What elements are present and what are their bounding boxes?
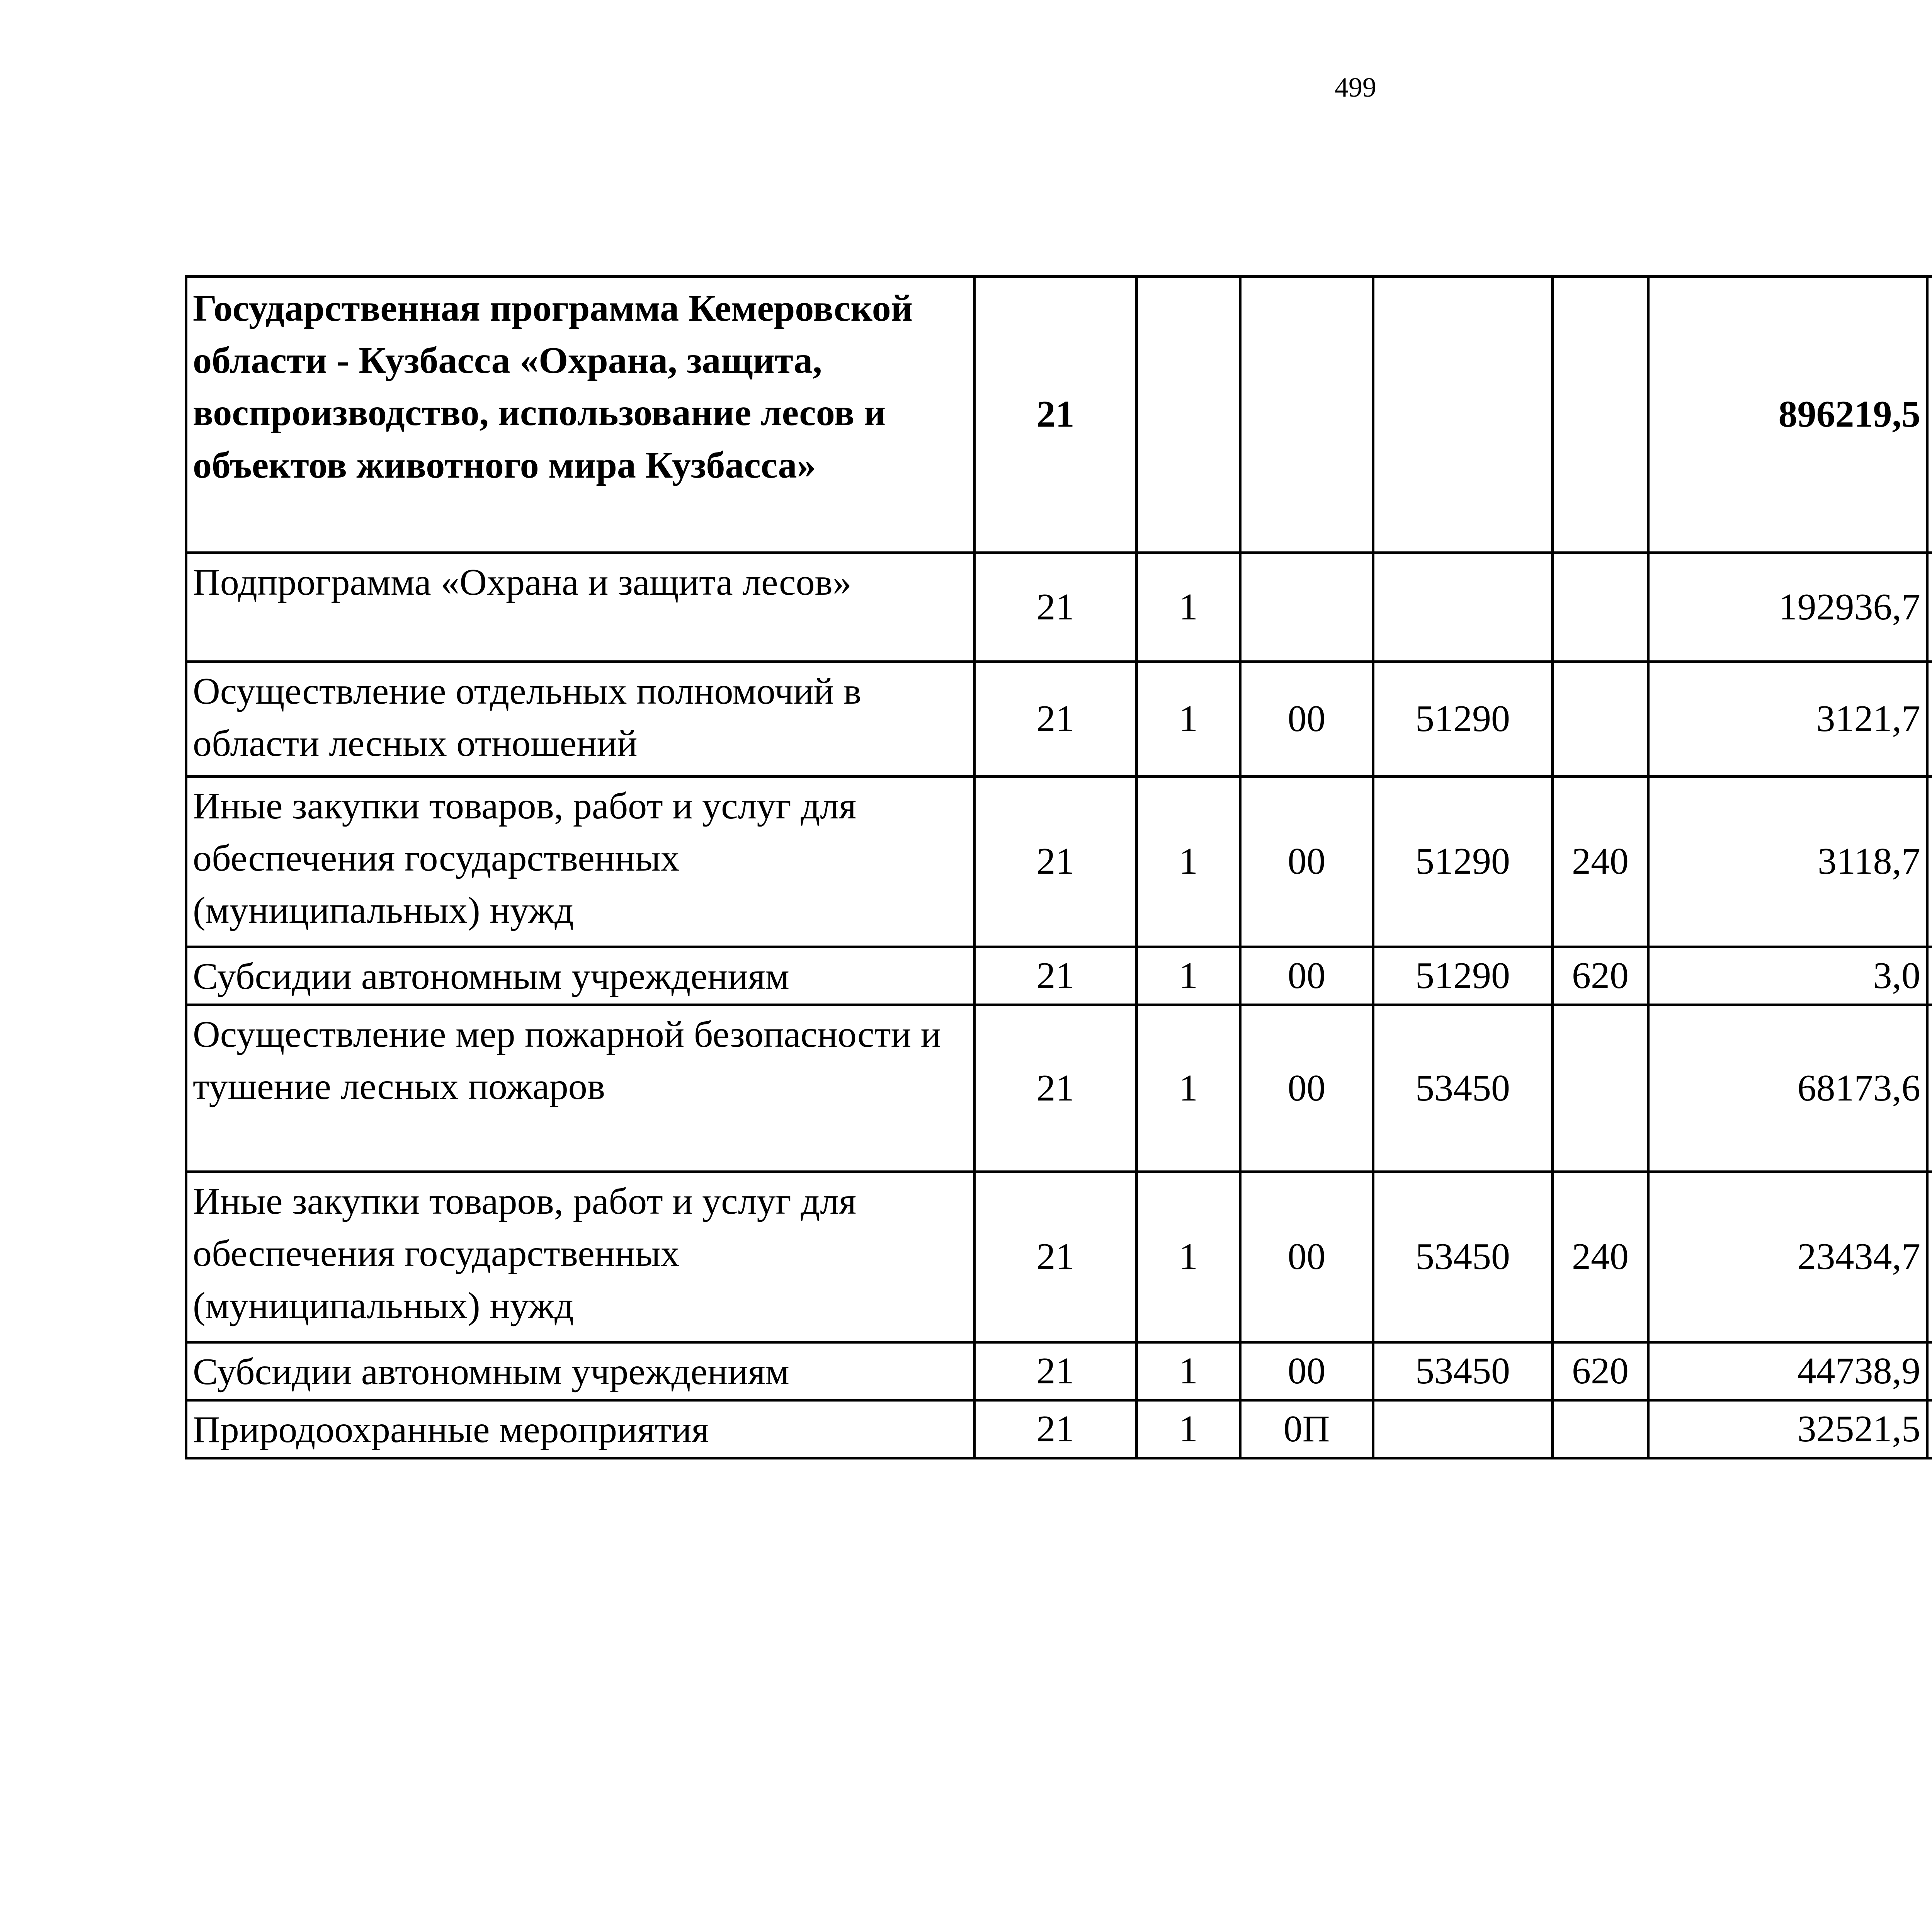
program-code-cell: 21 [975, 277, 1137, 553]
budget-table-body [186, 277, 1932, 1458]
subprogram-code-cell [1137, 277, 1240, 553]
amount-year-2-cell [1927, 662, 1932, 777]
program-name-cell: Субсидии автономным учреждениям [186, 1342, 975, 1400]
program-name-cell: Субсидии автономным учреждениям [186, 947, 975, 1005]
amount-year-1-cell: 896219,5 [1648, 277, 1927, 553]
program-name-cell: Природоохранные мероприятия [186, 1400, 975, 1458]
amount-year-2-cell [1927, 777, 1932, 947]
expense-type-cell [1553, 553, 1648, 662]
expense-type-cell [1553, 1005, 1648, 1172]
amount-year-1-cell: 192936,7 [1648, 553, 1927, 662]
amount-year-1-cell: 23434,7 [1648, 1172, 1927, 1342]
direction-code-cell: 51290 [1373, 777, 1553, 947]
program-code-cell: 21 [975, 1400, 1137, 1458]
table-row [186, 777, 1932, 947]
program-name-cell: Государственная программа Кемеровской области - Кузбасса «Охрана, защита, воспроизводство, использование лесов и объектов животного мира Кузбасса» [186, 277, 975, 553]
program-code-cell: 21 [975, 947, 1137, 1005]
event-code-cell: 00 [1240, 662, 1373, 777]
event-code-cell [1240, 553, 1373, 662]
amount-year-2-cell [1927, 1005, 1932, 1172]
amount-year-1-cell: 3118,7 [1648, 777, 1927, 947]
event-code-cell: 0П [1240, 1400, 1373, 1458]
table-row [186, 1400, 1932, 1458]
amount-year-1-cell: 32521,5 [1648, 1400, 1927, 1458]
program-name-cell: Подпрограмма «Охрана и защита лесов» [186, 553, 975, 662]
table-row [186, 277, 1932, 553]
expense-type-cell [1553, 277, 1648, 553]
amount-year-2-cell [1927, 277, 1932, 553]
event-code-cell: 00 [1240, 1005, 1373, 1172]
table-row [186, 947, 1932, 1005]
subprogram-code-cell: 1 [1137, 553, 1240, 662]
amount-year-2-cell [1927, 1172, 1932, 1342]
event-code-cell [1240, 277, 1373, 553]
table-row [186, 1172, 1932, 1342]
amount-year-2-cell [1927, 553, 1932, 662]
table-row [186, 1342, 1932, 1400]
event-code-cell: 00 [1240, 777, 1373, 947]
amount-year-1-cell: 3121,7 [1648, 662, 1927, 777]
program-name-cell: Осуществление мер пожарной безопасности и тушение лесных пожаров [186, 1005, 975, 1172]
program-code-cell: 21 [975, 1005, 1137, 1172]
program-code-cell: 21 [975, 1342, 1137, 1400]
expense-type-cell: 240 [1553, 1172, 1648, 1342]
event-code-cell: 00 [1240, 947, 1373, 1005]
budget-table [185, 275, 1932, 1459]
program-code-cell: 21 [975, 777, 1137, 947]
expense-type-cell [1553, 1400, 1648, 1458]
program-code-cell: 21 [975, 553, 1137, 662]
table-row [186, 553, 1932, 662]
table-row [186, 1005, 1932, 1172]
direction-code-cell: 51290 [1373, 662, 1553, 777]
expense-type-cell [1553, 662, 1648, 777]
direction-code-cell: 53450 [1373, 1342, 1553, 1400]
amount-year-2-cell [1927, 1400, 1932, 1458]
event-code-cell: 00 [1240, 1172, 1373, 1342]
subprogram-code-cell: 1 [1137, 1005, 1240, 1172]
program-code-cell: 21 [975, 1172, 1137, 1342]
direction-code-cell [1373, 277, 1553, 553]
direction-code-cell: 53450 [1373, 1172, 1553, 1342]
amount-year-2-cell [1927, 947, 1932, 1005]
amount-year-1-cell: 68173,6 [1648, 1005, 1927, 1172]
expense-type-cell: 620 [1553, 1342, 1648, 1400]
event-code-cell: 00 [1240, 1342, 1373, 1400]
expense-type-cell: 240 [1553, 777, 1648, 947]
subprogram-code-cell: 1 [1137, 662, 1240, 777]
program-name-cell: Иные закупки товаров, работ и услуг для обеспечения государственных (муниципальных) нужд [186, 777, 975, 947]
amount-year-1-cell: 44738,9 [1648, 1342, 1927, 1400]
program-code-cell: 21 [975, 662, 1137, 777]
program-name-cell: Осуществление отдельных полномочий в области лесных отношений [186, 662, 975, 777]
direction-code-cell [1373, 1400, 1553, 1458]
subprogram-code-cell: 1 [1137, 947, 1240, 1005]
subprogram-code-cell: 1 [1137, 777, 1240, 947]
direction-code-cell [1373, 553, 1553, 662]
amount-year-1-cell: 3,0 [1648, 947, 1927, 1005]
subprogram-code-cell: 1 [1137, 1172, 1240, 1342]
page-number: 499 [1335, 72, 1376, 103]
subprogram-code-cell: 1 [1137, 1342, 1240, 1400]
expense-type-cell: 620 [1553, 947, 1648, 1005]
direction-code-cell: 51290 [1373, 947, 1553, 1005]
direction-code-cell: 53450 [1373, 1005, 1553, 1172]
amount-year-2-cell [1927, 1342, 1932, 1400]
table-row [186, 662, 1932, 777]
program-name-cell: Иные закупки товаров, работ и услуг для обеспечения государственных (муниципальных) нужд [186, 1172, 975, 1342]
subprogram-code-cell: 1 [1137, 1400, 1240, 1458]
